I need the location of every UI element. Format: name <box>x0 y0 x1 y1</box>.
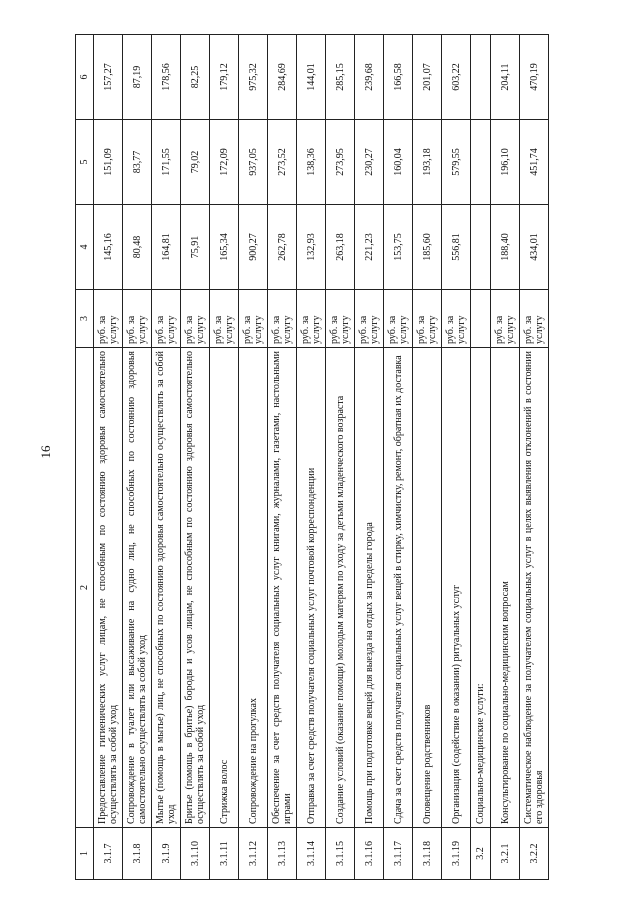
row-code-cell: 3.1.16 <box>355 828 384 880</box>
row-unit-cell: руб. за услугу <box>239 290 268 348</box>
row-value-cell: 185,60 <box>413 205 442 290</box>
table-row <box>268 35 297 880</box>
column-header: 6 <box>76 35 94 120</box>
table-row <box>181 35 210 880</box>
row-value-cell: 239,68 <box>355 35 384 120</box>
row-value-cell: 196,10 <box>491 120 520 205</box>
table-row <box>384 35 413 880</box>
row-unit-cell: руб. за услугу <box>152 290 181 348</box>
table-row <box>123 35 152 880</box>
row-value-cell: 153,75 <box>384 205 413 290</box>
row-value-cell: 262,78 <box>268 205 297 290</box>
column-header: 5 <box>76 120 94 205</box>
row-value-cell: 83,77 <box>123 120 152 205</box>
row-name-cell: Бритье (помощь в бритье) бороды и усов лицам, не способным по состоянию здоровья самостоятельно осуществлять за собой уход <box>181 348 210 828</box>
row-value-cell: 284,69 <box>268 35 297 120</box>
row-code-cell: 3.1.12 <box>239 828 268 880</box>
row-value-cell: 273,95 <box>326 120 355 205</box>
column-header: 3 <box>76 290 94 348</box>
column-header: 4 <box>76 205 94 290</box>
row-name-cell: Предоставление гигиенических услуг лицам, не способным по состоянию здоровья самостоятельно осуществлять за собой уход <box>94 348 123 828</box>
row-code-cell: 3.2.1 <box>491 828 520 880</box>
row-value-cell: 172,09 <box>210 120 239 205</box>
row-unit-cell: руб. за услугу <box>491 290 520 348</box>
row-value-cell: 204,11 <box>491 35 520 120</box>
column-header: 1 <box>76 828 94 880</box>
table-row <box>442 35 471 880</box>
row-value-cell: 138,36 <box>297 120 326 205</box>
row-value-cell: 579,55 <box>442 120 471 205</box>
row-name-cell: Стрижка волос <box>210 348 239 828</box>
row-value-cell: 144,01 <box>297 35 326 120</box>
row-value-cell: 166,58 <box>384 35 413 120</box>
row-code-cell: 3.1.19 <box>442 828 471 880</box>
row-value-cell: 87,19 <box>123 35 152 120</box>
row-name-cell: Сопровождение на прогулках <box>239 348 268 828</box>
row-value-cell: 193,18 <box>413 120 442 205</box>
row-unit-cell: руб. за услугу <box>94 290 123 348</box>
table-row <box>326 35 355 880</box>
row-unit-cell: руб. за услугу <box>355 290 384 348</box>
row-code-cell: 3.1.14 <box>297 828 326 880</box>
row-code-cell: 3.1.18 <box>413 828 442 880</box>
row-value-cell: 151,09 <box>94 120 123 205</box>
row-unit-cell: руб. за услугу <box>326 290 355 348</box>
row-value-cell: 556,81 <box>442 205 471 290</box>
row-unit-cell: руб. за услугу <box>123 290 152 348</box>
table-row <box>297 35 326 880</box>
row-value-cell <box>471 35 491 120</box>
row-value-cell: 434,01 <box>520 205 549 290</box>
table-row <box>152 35 181 880</box>
row-code-cell: 3.1.8 <box>123 828 152 880</box>
row-value-cell: 221,23 <box>355 205 384 290</box>
row-value-cell: 164,81 <box>152 205 181 290</box>
row-value-cell: 273,52 <box>268 120 297 205</box>
row-name-cell: Социально-медицинские услуги: <box>471 348 491 828</box>
row-unit-cell: руб. за услугу <box>268 290 297 348</box>
table-row <box>520 35 549 880</box>
row-value-cell <box>471 120 491 205</box>
row-unit-cell: руб. за услугу <box>210 290 239 348</box>
row-code-cell: 3.1.9 <box>152 828 181 880</box>
row-code-cell: 3.1.13 <box>268 828 297 880</box>
table-row <box>491 35 520 880</box>
row-value-cell: 75,91 <box>181 205 210 290</box>
row-value-cell: 178,56 <box>152 35 181 120</box>
row-value-cell: 179,12 <box>210 35 239 120</box>
row-value-cell: 132,93 <box>297 205 326 290</box>
row-unit-cell: руб. за услугу <box>520 290 549 348</box>
row-code-cell: 3.2.2 <box>520 828 549 880</box>
row-value-cell: 263,18 <box>326 205 355 290</box>
row-value-cell: 145,16 <box>94 205 123 290</box>
row-value-cell: 188,40 <box>491 205 520 290</box>
row-name-cell: Организация (содействие в оказании) ритуальных услуг <box>442 348 471 828</box>
row-value-cell: 201,07 <box>413 35 442 120</box>
row-unit-cell: руб. за услугу <box>384 290 413 348</box>
row-unit-cell: руб. за услугу <box>442 290 471 348</box>
row-name-cell: Консультирование по социально-медицинским вопросам <box>491 348 520 828</box>
row-value-cell: 160,04 <box>384 120 413 205</box>
row-name-cell: Помощь при подготовке вещей для выезда на отдых за пределы города <box>355 348 384 828</box>
row-value-cell: 975,32 <box>239 35 268 120</box>
tariff-table-container <box>75 35 565 880</box>
row-code-cell: 3.1.15 <box>326 828 355 880</box>
row-name-cell: Отправка за счет средств получателя социальных услуг почтовой корреспонденции <box>297 348 326 828</box>
row-value-cell: 285,15 <box>326 35 355 120</box>
row-value-cell: 900,27 <box>239 205 268 290</box>
row-value-cell <box>471 205 491 290</box>
row-value-cell: 230,27 <box>355 120 384 205</box>
row-name-cell: Сдача за счет средств получателя социальных услуг вещей в стирку, химчистку, ремонт, обратная их доставка <box>384 348 413 828</box>
row-value-cell: 937,05 <box>239 120 268 205</box>
column-header: 2 <box>76 348 94 828</box>
row-value-cell: 451,74 <box>520 120 549 205</box>
row-name-cell: Оповещение родственников <box>413 348 442 828</box>
row-value-cell: 80,48 <box>123 205 152 290</box>
row-name-cell: Сопровождение в туалет или высаживание на судно лиц, не способных по состоянию здоровья самостоятельно осуществлять за собой уход <box>123 348 152 828</box>
row-value-cell: 82,25 <box>181 35 210 120</box>
row-name-cell: Систематическое наблюдение за получателем социальных услуг в целях выявления отклонений в состоянии его здоровья <box>520 348 549 828</box>
row-code-cell: 3.1.10 <box>181 828 210 880</box>
table-row <box>413 35 442 880</box>
row-value-cell: 603,22 <box>442 35 471 120</box>
table-row <box>355 35 384 880</box>
row-value-cell: 165,34 <box>210 205 239 290</box>
row-name-cell: Создание условий (оказание помощи) молодым матерям по уходу за детьми младенческого возраста <box>326 348 355 828</box>
table-row <box>239 35 268 880</box>
row-code-cell: 3.1.11 <box>210 828 239 880</box>
row-code-cell: 3.1.17 <box>384 828 413 880</box>
row-unit-cell: руб. за услугу <box>181 290 210 348</box>
row-code-cell: 3.2 <box>471 828 491 880</box>
table-row <box>210 35 239 880</box>
row-unit-cell: руб. за услугу <box>297 290 326 348</box>
table-row <box>471 35 491 880</box>
row-value-cell: 157,27 <box>94 35 123 120</box>
row-name-cell: Мытье (помощь в мытье) лиц, не способных по состоянию здоровья самостоятельно осуществлять за собой уход <box>152 348 181 828</box>
row-code-cell: 3.1.7 <box>94 828 123 880</box>
table-row <box>94 35 123 880</box>
row-value-cell: 470,19 <box>520 35 549 120</box>
page-number: 16 <box>38 445 53 459</box>
tariff-table <box>75 34 549 880</box>
row-value-cell: 79,02 <box>181 120 210 205</box>
row-name-cell: Обеспечение за счет средств получателя социальных услуг книгами, журналами, газетами, настольными играми <box>268 348 297 828</box>
row-unit-cell: руб. за услугу <box>413 290 442 348</box>
row-unit-cell <box>471 290 491 348</box>
table-header-row <box>76 35 94 880</box>
row-value-cell: 171,55 <box>152 120 181 205</box>
